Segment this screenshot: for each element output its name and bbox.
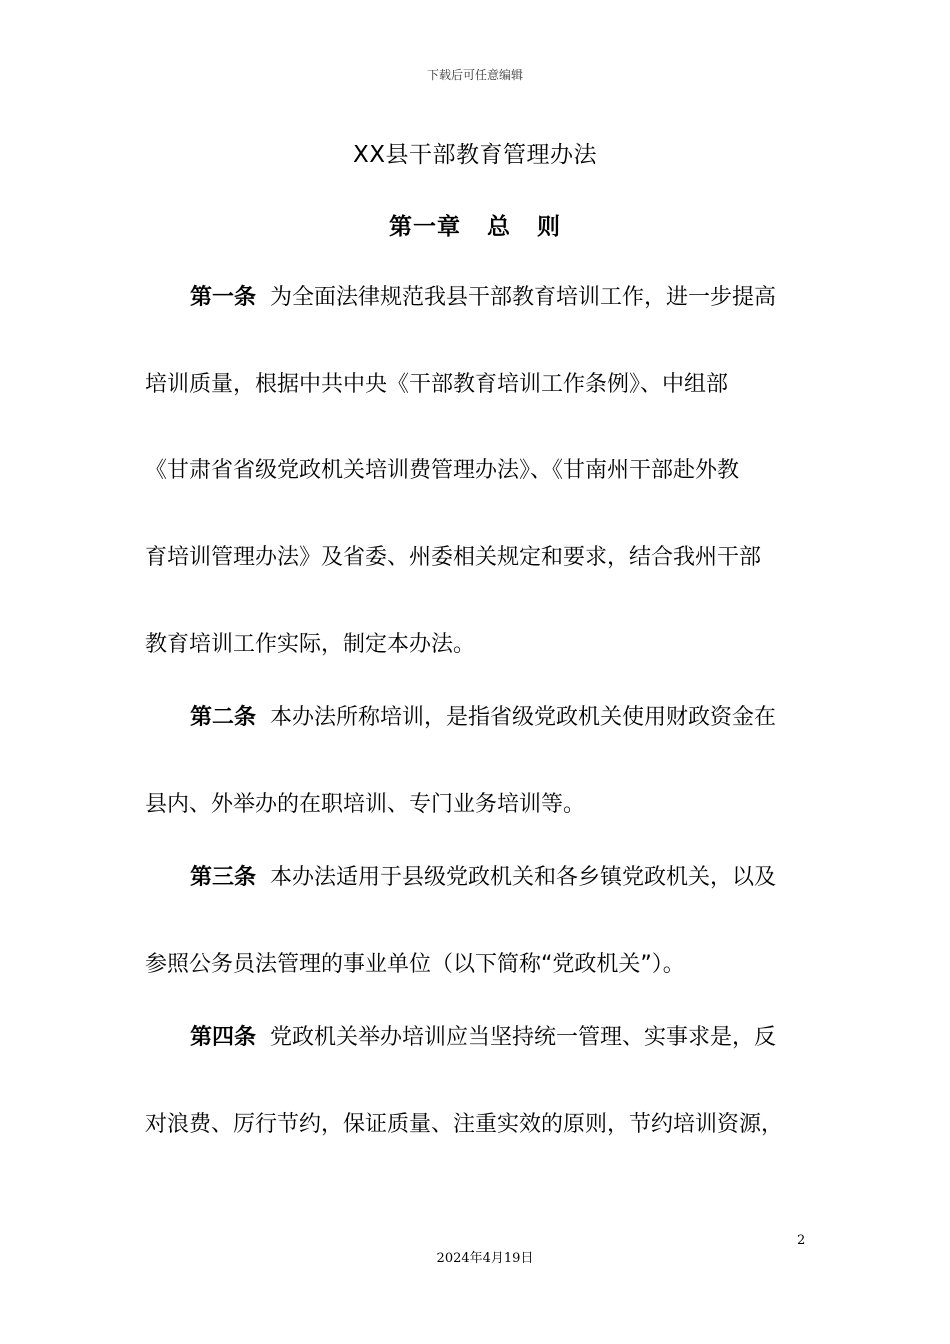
- article-1-text: 为全面法律规范我县干部教育培训工作，进一步提高: [270, 285, 777, 310]
- article-4-line-1: [190, 1023, 810, 1053]
- article-4-text: 党政机关举办培训应当坚持统一管理、实事求是，反: [270, 1025, 777, 1050]
- article-1-number: 第一条: [190, 285, 257, 310]
- chapter-label: 第一章: [389, 214, 461, 240]
- header-note: 下载后可任意编辑: [426, 68, 523, 82]
- document-title: XX县干部教育管理办法: [352, 142, 597, 168]
- article-2-number: 第二条: [190, 705, 257, 730]
- article-1-line-4: 育培训管理办法》及省委、州委相关规定和要求，结合我州干部: [145, 545, 762, 570]
- article-2-line-1: [190, 703, 810, 733]
- article-1-line-5: 教育培训工作实际，制定本办法。: [145, 632, 476, 657]
- article-1-line-3: 《甘肃省省级党政机关培训费管理办法》、《甘南州干部赴外教: [145, 458, 740, 483]
- chapter-title: [0, 208, 950, 241]
- article-1-line-2: 培训质量，根据中共中央《干部教育培训工作条例》、中组部: [145, 372, 729, 397]
- footer-date: 2024年4月19日: [436, 1251, 534, 1266]
- chapter-word-2: 则: [537, 214, 561, 240]
- article-1-line-1: [190, 283, 810, 313]
- article-3-line-1: [190, 863, 810, 893]
- article-3-line-2: 参照公务员法管理的事业单位（以下简称“党政机关”）。: [145, 952, 685, 977]
- article-3-number: 第三条: [190, 865, 257, 890]
- page-number: 2: [797, 1233, 806, 1248]
- article-4-number: 第四条: [190, 1025, 257, 1050]
- article-4-line-2: 对浪费、厉行节约，保证质量、注重实效的原则，节约培训资源，: [145, 1112, 784, 1137]
- article-2-text: 本办法所称培训，是指省级党政机关使用财政资金在: [270, 705, 777, 730]
- article-2-line-2: 县内、外举办的在职培训、专门业务培训等。: [145, 792, 586, 817]
- article-3-text: 本办法适用于县级党政机关和各乡镇党政机关，以及: [270, 865, 777, 890]
- chapter-word-1: 总: [487, 214, 511, 240]
